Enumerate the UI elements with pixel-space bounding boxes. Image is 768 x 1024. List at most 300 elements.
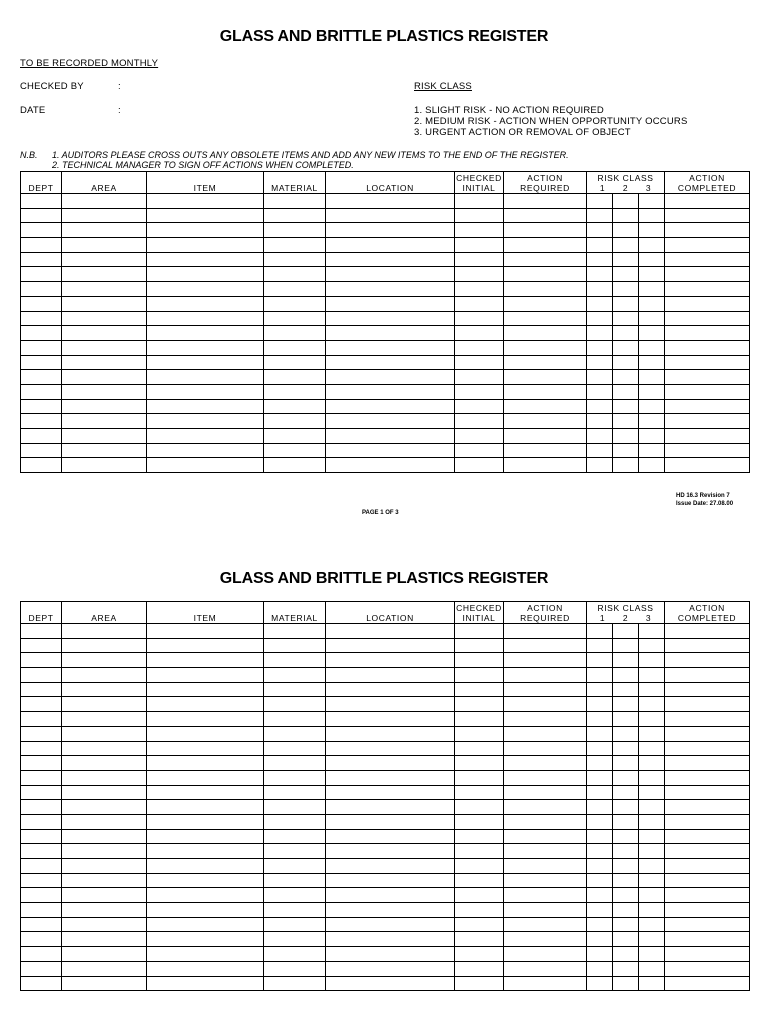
table-cell[interactable] xyxy=(21,668,62,683)
table-cell[interactable] xyxy=(21,267,62,282)
table-cell[interactable] xyxy=(21,785,62,800)
table-cell[interactable] xyxy=(504,340,587,355)
table-cell[interactable] xyxy=(62,399,147,414)
table-cell[interactable] xyxy=(613,267,639,282)
table-cell[interactable] xyxy=(665,624,750,639)
table-cell[interactable] xyxy=(147,340,264,355)
table-cell[interactable] xyxy=(587,873,613,888)
table-cell[interactable] xyxy=(639,414,665,429)
table-cell[interactable] xyxy=(613,770,639,785)
table-cell[interactable] xyxy=(147,726,264,741)
table-cell[interactable] xyxy=(613,829,639,844)
table-cell[interactable] xyxy=(665,638,750,653)
table-cell[interactable] xyxy=(613,340,639,355)
table-cell[interactable] xyxy=(455,756,504,771)
table-cell[interactable] xyxy=(587,355,613,370)
table-cell[interactable] xyxy=(587,458,613,473)
table-cell[interactable] xyxy=(264,932,326,947)
table-cell[interactable] xyxy=(504,458,587,473)
table-cell[interactable] xyxy=(21,194,62,209)
table-cell[interactable] xyxy=(639,668,665,683)
table-cell[interactable] xyxy=(21,311,62,326)
table-cell[interactable] xyxy=(455,961,504,976)
table-cell[interactable] xyxy=(639,785,665,800)
table-cell[interactable] xyxy=(665,829,750,844)
table-cell[interactable] xyxy=(147,384,264,399)
table-cell[interactable] xyxy=(21,712,62,727)
table-cell[interactable] xyxy=(326,238,455,253)
table-cell[interactable] xyxy=(264,859,326,874)
table-cell[interactable] xyxy=(21,697,62,712)
table-cell[interactable] xyxy=(613,800,639,815)
table-cell[interactable] xyxy=(665,961,750,976)
table-cell[interactable] xyxy=(639,903,665,918)
table-cell[interactable] xyxy=(504,976,587,991)
table-cell[interactable] xyxy=(147,682,264,697)
table-cell[interactable] xyxy=(455,638,504,653)
table-cell[interactable] xyxy=(504,370,587,385)
table-cell[interactable] xyxy=(665,252,750,267)
table-cell[interactable] xyxy=(504,682,587,697)
table-cell[interactable] xyxy=(587,917,613,932)
table-cell[interactable] xyxy=(147,326,264,341)
table-cell[interactable] xyxy=(455,829,504,844)
table-cell[interactable] xyxy=(613,947,639,962)
table-cell[interactable] xyxy=(587,726,613,741)
table-cell[interactable] xyxy=(147,194,264,209)
table-cell[interactable] xyxy=(665,282,750,297)
table-cell[interactable] xyxy=(665,458,750,473)
table-cell[interactable] xyxy=(587,267,613,282)
table-cell[interactable] xyxy=(455,399,504,414)
table-cell[interactable] xyxy=(504,726,587,741)
table-cell[interactable] xyxy=(639,326,665,341)
table-cell[interactable] xyxy=(326,756,455,771)
table-cell[interactable] xyxy=(62,888,147,903)
table-cell[interactable] xyxy=(147,829,264,844)
table-cell[interactable] xyxy=(264,976,326,991)
table-cell[interactable] xyxy=(455,726,504,741)
table-cell[interactable] xyxy=(665,370,750,385)
table-cell[interactable] xyxy=(504,947,587,962)
table-cell[interactable] xyxy=(326,873,455,888)
table-cell[interactable] xyxy=(504,311,587,326)
table-cell[interactable] xyxy=(326,223,455,238)
table-cell[interactable] xyxy=(639,355,665,370)
table-cell[interactable] xyxy=(613,326,639,341)
table-cell[interactable] xyxy=(264,238,326,253)
table-cell[interactable] xyxy=(587,682,613,697)
table-cell[interactable] xyxy=(326,340,455,355)
table-cell[interactable] xyxy=(455,429,504,444)
table-cell[interactable] xyxy=(613,697,639,712)
table-cell[interactable] xyxy=(613,384,639,399)
table-cell[interactable] xyxy=(147,208,264,223)
table-cell[interactable] xyxy=(264,888,326,903)
table-cell[interactable] xyxy=(613,859,639,874)
table-cell[interactable] xyxy=(62,697,147,712)
table-cell[interactable] xyxy=(21,756,62,771)
table-cell[interactable] xyxy=(504,668,587,683)
table-cell[interactable] xyxy=(62,458,147,473)
table-cell[interactable] xyxy=(62,429,147,444)
table-cell[interactable] xyxy=(147,961,264,976)
table-cell[interactable] xyxy=(455,458,504,473)
table-cell[interactable] xyxy=(147,712,264,727)
table-cell[interactable] xyxy=(665,296,750,311)
table-cell[interactable] xyxy=(455,370,504,385)
table-cell[interactable] xyxy=(504,785,587,800)
table-cell[interactable] xyxy=(665,785,750,800)
table-cell[interactable] xyxy=(62,712,147,727)
table-cell[interactable] xyxy=(21,458,62,473)
table-cell[interactable] xyxy=(326,458,455,473)
table-cell[interactable] xyxy=(613,238,639,253)
table-cell[interactable] xyxy=(264,624,326,639)
table-cell[interactable] xyxy=(504,399,587,414)
table-cell[interactable] xyxy=(639,238,665,253)
table-cell[interactable] xyxy=(62,252,147,267)
table-cell[interactable] xyxy=(62,668,147,683)
table-cell[interactable] xyxy=(455,443,504,458)
table-cell[interactable] xyxy=(326,682,455,697)
table-cell[interactable] xyxy=(264,355,326,370)
table-cell[interactable] xyxy=(613,252,639,267)
table-cell[interactable] xyxy=(21,917,62,932)
table-cell[interactable] xyxy=(504,873,587,888)
table-cell[interactable] xyxy=(455,252,504,267)
table-cell[interactable] xyxy=(264,668,326,683)
table-cell[interactable] xyxy=(587,384,613,399)
table-cell[interactable] xyxy=(62,340,147,355)
table-cell[interactable] xyxy=(62,296,147,311)
table-cell[interactable] xyxy=(147,903,264,918)
table-cell[interactable] xyxy=(62,384,147,399)
table-cell[interactable] xyxy=(665,976,750,991)
table-cell[interactable] xyxy=(665,194,750,209)
table-cell[interactable] xyxy=(587,712,613,727)
table-cell[interactable] xyxy=(587,888,613,903)
table-cell[interactable] xyxy=(21,932,62,947)
table-cell[interactable] xyxy=(264,370,326,385)
table-cell[interactable] xyxy=(587,443,613,458)
table-cell[interactable] xyxy=(639,443,665,458)
table-cell[interactable] xyxy=(21,653,62,668)
table-cell[interactable] xyxy=(326,785,455,800)
table-cell[interactable] xyxy=(147,638,264,653)
table-cell[interactable] xyxy=(264,917,326,932)
table-cell[interactable] xyxy=(62,932,147,947)
table-cell[interactable] xyxy=(264,384,326,399)
table-cell[interactable] xyxy=(665,947,750,962)
table-cell[interactable] xyxy=(147,888,264,903)
table-cell[interactable] xyxy=(21,859,62,874)
table-cell[interactable] xyxy=(504,653,587,668)
table-cell[interactable] xyxy=(639,976,665,991)
table-cell[interactable] xyxy=(326,947,455,962)
table-cell[interactable] xyxy=(639,282,665,297)
table-cell[interactable] xyxy=(665,800,750,815)
table-cell[interactable] xyxy=(613,443,639,458)
table-cell[interactable] xyxy=(147,668,264,683)
table-cell[interactable] xyxy=(613,624,639,639)
table-cell[interactable] xyxy=(504,829,587,844)
table-cell[interactable] xyxy=(326,624,455,639)
table-cell[interactable] xyxy=(21,208,62,223)
table-cell[interactable] xyxy=(587,208,613,223)
table-cell[interactable] xyxy=(504,355,587,370)
table-cell[interactable] xyxy=(639,653,665,668)
table-cell[interactable] xyxy=(587,282,613,297)
table-cell[interactable] xyxy=(455,668,504,683)
table-cell[interactable] xyxy=(21,223,62,238)
table-cell[interactable] xyxy=(639,697,665,712)
table-cell[interactable] xyxy=(21,814,62,829)
table-cell[interactable] xyxy=(62,903,147,918)
table-cell[interactable] xyxy=(264,770,326,785)
table-cell[interactable] xyxy=(21,829,62,844)
table-cell[interactable] xyxy=(587,340,613,355)
table-cell[interactable] xyxy=(455,712,504,727)
table-cell[interactable] xyxy=(455,653,504,668)
table-cell[interactable] xyxy=(264,311,326,326)
table-cell[interactable] xyxy=(665,653,750,668)
table-cell[interactable] xyxy=(587,697,613,712)
table-cell[interactable] xyxy=(639,252,665,267)
table-cell[interactable] xyxy=(665,697,750,712)
table-cell[interactable] xyxy=(455,384,504,399)
table-cell[interactable] xyxy=(326,326,455,341)
table-cell[interactable] xyxy=(504,638,587,653)
table-cell[interactable] xyxy=(587,932,613,947)
table-cell[interactable] xyxy=(21,976,62,991)
table-cell[interactable] xyxy=(326,976,455,991)
table-cell[interactable] xyxy=(613,296,639,311)
table-cell[interactable] xyxy=(587,399,613,414)
table-cell[interactable] xyxy=(264,267,326,282)
table-cell[interactable] xyxy=(455,682,504,697)
table-cell[interactable] xyxy=(504,697,587,712)
table-cell[interactable] xyxy=(326,355,455,370)
table-cell[interactable] xyxy=(62,682,147,697)
table-cell[interactable] xyxy=(613,888,639,903)
table-cell[interactable] xyxy=(587,770,613,785)
table-cell[interactable] xyxy=(62,859,147,874)
table-cell[interactable] xyxy=(455,267,504,282)
table-cell[interactable] xyxy=(613,208,639,223)
table-cell[interactable] xyxy=(326,961,455,976)
table-cell[interactable] xyxy=(147,296,264,311)
table-cell[interactable] xyxy=(264,252,326,267)
table-cell[interactable] xyxy=(613,785,639,800)
table-cell[interactable] xyxy=(455,355,504,370)
table-cell[interactable] xyxy=(665,859,750,874)
table-cell[interactable] xyxy=(21,844,62,859)
table-cell[interactable] xyxy=(639,208,665,223)
table-cell[interactable] xyxy=(62,756,147,771)
table-cell[interactable] xyxy=(613,429,639,444)
table-cell[interactable] xyxy=(587,844,613,859)
table-cell[interactable] xyxy=(326,296,455,311)
table-cell[interactable] xyxy=(639,961,665,976)
table-cell[interactable] xyxy=(587,756,613,771)
table-cell[interactable] xyxy=(326,311,455,326)
table-cell[interactable] xyxy=(665,340,750,355)
table-cell[interactable] xyxy=(455,194,504,209)
table-cell[interactable] xyxy=(639,429,665,444)
table-cell[interactable] xyxy=(639,770,665,785)
table-cell[interactable] xyxy=(147,311,264,326)
table-cell[interactable] xyxy=(455,697,504,712)
table-cell[interactable] xyxy=(21,888,62,903)
table-cell[interactable] xyxy=(665,741,750,756)
table-cell[interactable] xyxy=(62,844,147,859)
table-cell[interactable] xyxy=(62,238,147,253)
table-cell[interactable] xyxy=(147,873,264,888)
table-cell[interactable] xyxy=(326,917,455,932)
table-cell[interactable] xyxy=(613,194,639,209)
table-cell[interactable] xyxy=(455,282,504,297)
table-cell[interactable] xyxy=(504,414,587,429)
table-cell[interactable] xyxy=(264,638,326,653)
table-cell[interactable] xyxy=(587,961,613,976)
table-cell[interactable] xyxy=(587,311,613,326)
table-cell[interactable] xyxy=(21,873,62,888)
table-cell[interactable] xyxy=(21,682,62,697)
table-cell[interactable] xyxy=(264,326,326,341)
table-cell[interactable] xyxy=(264,873,326,888)
table-cell[interactable] xyxy=(62,770,147,785)
table-cell[interactable] xyxy=(326,443,455,458)
table-cell[interactable] xyxy=(504,429,587,444)
table-cell[interactable] xyxy=(665,814,750,829)
table-cell[interactable] xyxy=(639,311,665,326)
table-cell[interactable] xyxy=(326,932,455,947)
table-cell[interactable] xyxy=(147,429,264,444)
table-cell[interactable] xyxy=(613,756,639,771)
table-cell[interactable] xyxy=(21,443,62,458)
table-cell[interactable] xyxy=(587,976,613,991)
table-cell[interactable] xyxy=(639,741,665,756)
table-cell[interactable] xyxy=(147,443,264,458)
table-cell[interactable] xyxy=(62,624,147,639)
table-cell[interactable] xyxy=(62,800,147,815)
table-cell[interactable] xyxy=(147,653,264,668)
table-cell[interactable] xyxy=(639,829,665,844)
table-cell[interactable] xyxy=(665,355,750,370)
table-cell[interactable] xyxy=(147,252,264,267)
table-cell[interactable] xyxy=(587,194,613,209)
table-cell[interactable] xyxy=(504,252,587,267)
table-cell[interactable] xyxy=(264,414,326,429)
table-cell[interactable] xyxy=(504,624,587,639)
table-cell[interactable] xyxy=(665,873,750,888)
table-cell[interactable] xyxy=(62,873,147,888)
table-cell[interactable] xyxy=(455,770,504,785)
table-cell[interactable] xyxy=(639,458,665,473)
table-cell[interactable] xyxy=(62,326,147,341)
table-cell[interactable] xyxy=(62,414,147,429)
table-cell[interactable] xyxy=(504,326,587,341)
table-cell[interactable] xyxy=(21,961,62,976)
table-cell[interactable] xyxy=(62,355,147,370)
table-cell[interactable] xyxy=(62,947,147,962)
table-cell[interactable] xyxy=(326,638,455,653)
table-cell[interactable] xyxy=(613,961,639,976)
table-cell[interactable] xyxy=(147,414,264,429)
table-cell[interactable] xyxy=(264,814,326,829)
table-cell[interactable] xyxy=(147,859,264,874)
table-cell[interactable] xyxy=(665,682,750,697)
table-cell[interactable] xyxy=(455,917,504,932)
table-cell[interactable] xyxy=(665,429,750,444)
table-cell[interactable] xyxy=(21,282,62,297)
table-cell[interactable] xyxy=(613,370,639,385)
table-cell[interactable] xyxy=(326,384,455,399)
table-cell[interactable] xyxy=(62,267,147,282)
table-cell[interactable] xyxy=(587,947,613,962)
table-cell[interactable] xyxy=(665,844,750,859)
table-cell[interactable] xyxy=(639,859,665,874)
table-cell[interactable] xyxy=(455,340,504,355)
table-cell[interactable] xyxy=(264,741,326,756)
table-cell[interactable] xyxy=(21,238,62,253)
table-cell[interactable] xyxy=(504,296,587,311)
table-cell[interactable] xyxy=(504,800,587,815)
table-cell[interactable] xyxy=(504,770,587,785)
table-cell[interactable] xyxy=(587,326,613,341)
table-cell[interactable] xyxy=(587,252,613,267)
table-cell[interactable] xyxy=(504,194,587,209)
table-cell[interactable] xyxy=(326,800,455,815)
table-cell[interactable] xyxy=(455,947,504,962)
table-cell[interactable] xyxy=(62,282,147,297)
table-cell[interactable] xyxy=(455,223,504,238)
table-cell[interactable] xyxy=(147,741,264,756)
table-cell[interactable] xyxy=(587,785,613,800)
table-cell[interactable] xyxy=(147,458,264,473)
table-cell[interactable] xyxy=(665,668,750,683)
table-cell[interactable] xyxy=(504,756,587,771)
table-cell[interactable] xyxy=(639,712,665,727)
table-cell[interactable] xyxy=(504,917,587,932)
table-cell[interactable] xyxy=(147,917,264,932)
table-cell[interactable] xyxy=(639,624,665,639)
table-cell[interactable] xyxy=(326,208,455,223)
table-cell[interactable] xyxy=(326,726,455,741)
table-cell[interactable] xyxy=(62,726,147,741)
table-cell[interactable] xyxy=(264,208,326,223)
table-cell[interactable] xyxy=(62,829,147,844)
table-cell[interactable] xyxy=(21,429,62,444)
table-cell[interactable] xyxy=(665,932,750,947)
table-cell[interactable] xyxy=(21,770,62,785)
table-cell[interactable] xyxy=(147,976,264,991)
table-cell[interactable] xyxy=(147,370,264,385)
table-cell[interactable] xyxy=(326,429,455,444)
table-cell[interactable] xyxy=(62,311,147,326)
table-cell[interactable] xyxy=(613,638,639,653)
table-cell[interactable] xyxy=(147,932,264,947)
table-cell[interactable] xyxy=(326,770,455,785)
table-cell[interactable] xyxy=(613,932,639,947)
table-cell[interactable] xyxy=(587,238,613,253)
table-cell[interactable] xyxy=(147,844,264,859)
table-cell[interactable] xyxy=(21,326,62,341)
table-cell[interactable] xyxy=(504,903,587,918)
table-cell[interactable] xyxy=(665,223,750,238)
table-cell[interactable] xyxy=(326,844,455,859)
